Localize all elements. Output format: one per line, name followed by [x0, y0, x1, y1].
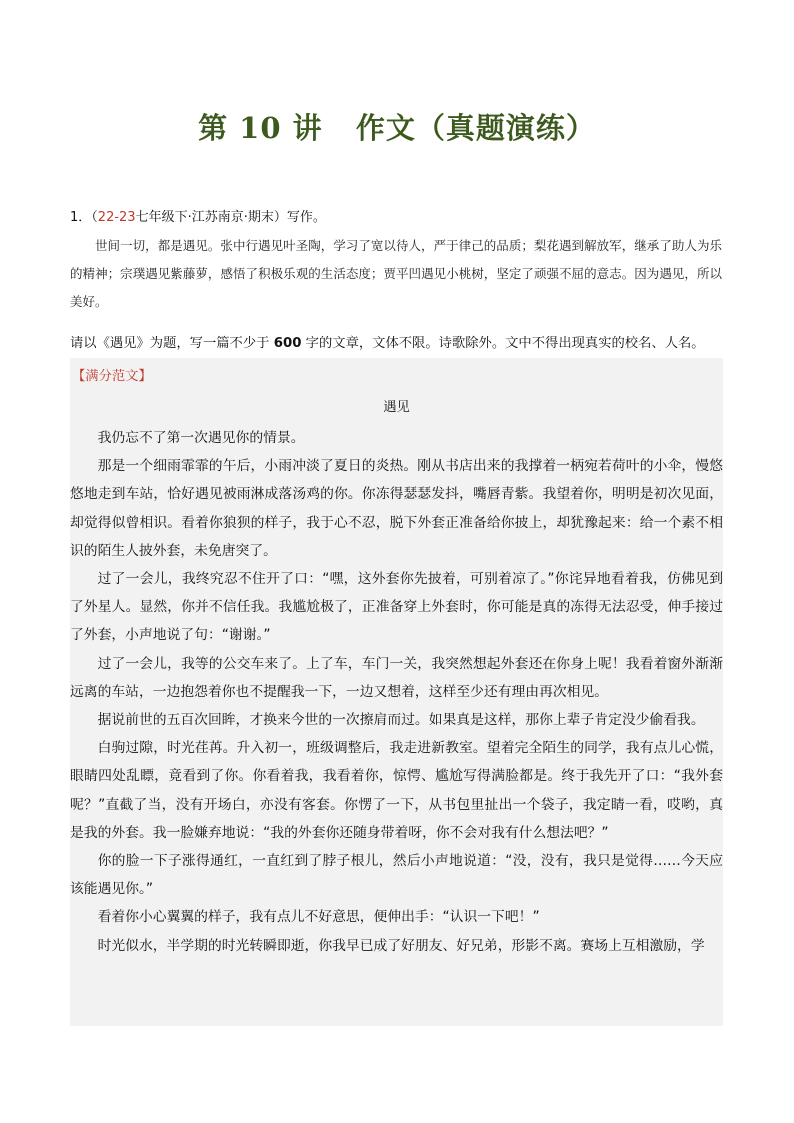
sample-essay-box [70, 358, 723, 1026]
essay-title: 遇见 [383, 400, 410, 415]
essay-paragraph: 我仍忘不了第一次遇见你的情景。 [97, 430, 305, 446]
question-task: 写作。 [286, 210, 326, 225]
essay-paragraph: 据说前世的五百次回眸，才换来今世的一次擦肩而过。如果真是这样，那你上辈子肯定没少偷看我。 [97, 712, 705, 729]
source-year: 22-23 [97, 210, 136, 225]
page-title: 第 10 讲 作文（真题演练） [198, 111, 596, 145]
essay-paragraph: 白驹过隙，时光荏苒。升入初一，班级调整后，我走进新教室。望着完全陌生的同学，我有点儿心慌，眼睛四处乱瞟，竟看到了你。你看着我，我看着你，惊愕、尴尬写得满脸都是。终于我先开了口：“我外套呢？”直截了当，没有开场白，亦没有客套。你愣了一下，从书包里扯出一个袋子，我定睛一看，哎哟，真是我的外套。我一脸嫌弃地说：“我的外套你还随身带着呀，你不会对我有什么想法吧？” [70, 740, 723, 841]
essay-paragraph: 那是一个细雨霏霏的午后，小雨冲淡了夏日的炎热。刚从书店出来的我撑着一柄宛若荷叶的小伞，慢悠悠地走到车站，恰好遇见被雨淋成落汤鸡的你。你冻得瑟瑟发抖，嘴唇青紫。我望着你，明明是初次见面，却觉得似曾相识。看着你狼狈的样子，我于心不忍，脱下外套正准备给你披上，却犹豫起来：给一个素不相识的陌生人披外套，未免唐突了。 [70, 458, 723, 559]
requirement-part-2: 字的文章，文体不限。诗歌除外。文中不得出现真实的校名、人名。 [301, 336, 705, 351]
writing-requirement [70, 334, 730, 354]
source-open: （ [91, 210, 98, 225]
essay-paragraph: 过了一会儿，我终究忍不住开了口：“嘿，这外套你先披着，可别着凉了。”你诧异地看着我，仿佛见到了外星人。显然，你并不信任我。我尴尬极了，正准备穿上外套时，你可能是真的冻得无法忍受，伸手接过了外套，小声地说了句：“谢谢。” [70, 571, 723, 644]
essay-paragraph: 时光似水，半学期的时光转瞬即逝，你我早已成了好朋友、好兄弟，形影不离。赛场上互相激励，学 [97, 937, 705, 954]
word-count: 600 [273, 336, 302, 351]
sample-essay-tag: 【满分范文】 [72, 369, 152, 384]
essay-paragraph: 看着你小心翼翼的样子，我有点儿不好意思，便伸出手：“认识一下吧！” [97, 909, 540, 926]
requirement-part-1: 请以《遇见》为题，写一篇不少于 [70, 336, 274, 351]
prompt-material: 世间一切，都是遇见。张中行遇见叶圣陶，学习了宽以待人，严于律己的品质；梨花遇到解放军，继承了助人为乐的精神；宗璞遇见紫藤萝，感悟了积极乐观的生活态度；贾平凹遇见小桃树，坚定了顽强不屈的意志。因为遇见，所以美好。 [70, 238, 722, 309]
essay-paragraph: 你的脸一下子涨得通红，一直红到了脖子根儿，然后小声地说道：“没，没有，我只是觉得……今天应该能遇见你。” [70, 853, 723, 898]
question-number: 1． [70, 210, 92, 225]
source-text: 七年级下·江苏南京·期末） [135, 210, 287, 225]
question-header [70, 208, 326, 228]
essay-body [70, 424, 723, 960]
essay-paragraph: 过了一会儿，我等的公交车来了。上了车，车门一关，我突然想起外套还在你身上呢！我看着窗外渐渐远离的车站，一边抱怨着你也不提醒我一下，一边又想着，这样至少还有理由再次相见。 [70, 655, 723, 700]
